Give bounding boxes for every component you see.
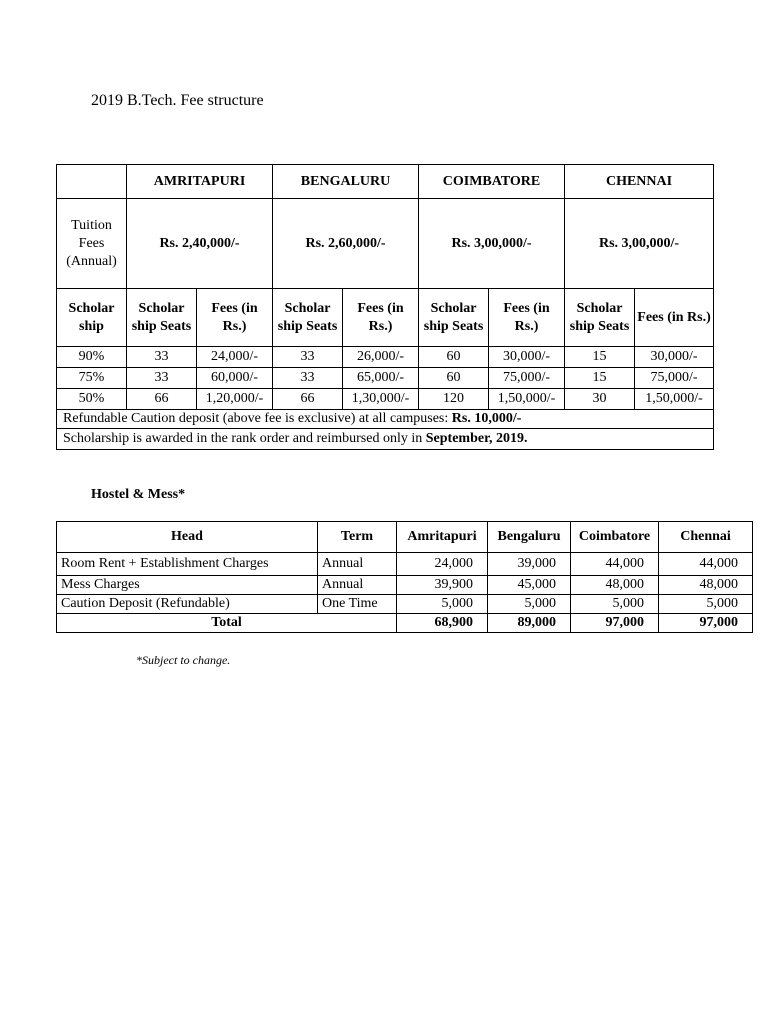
fees-header: Fees (in Rs.) <box>635 289 714 347</box>
campus-header: CHENNAI <box>565 165 714 199</box>
tuition-row <box>57 199 714 289</box>
seats-header: Scholar ship Seats <box>127 289 197 347</box>
seats-cell: 66 <box>273 389 343 410</box>
hostel-heading: Hostel & Mess* <box>91 487 186 502</box>
seats-header: Scholar ship Seats <box>273 289 343 347</box>
seats-cell: 60 <box>419 368 489 389</box>
amount-cell: 5,000 <box>488 595 571 614</box>
amount-cell: 5,000 <box>397 595 488 614</box>
fee-cell: 75,000/- <box>489 368 565 389</box>
caution-note-text: Refundable Caution deposit (above fee is exclusive) at all campuses: <box>63 411 452 426</box>
seats-cell: 66 <box>127 389 197 410</box>
head-cell: Mess Charges <box>57 576 318 595</box>
fees-header: Fees (in Rs.) <box>197 289 273 347</box>
term-cell: Annual <box>318 553 397 576</box>
campus-header: AMRITAPURI <box>127 165 273 199</box>
fee-cell: 24,000/- <box>197 347 273 368</box>
amount-cell: 5,000 <box>659 595 753 614</box>
fee-cell: 65,000/- <box>343 368 419 389</box>
amount-cell: 39,000 <box>488 553 571 576</box>
scholarship-pct: 50% <box>57 389 127 410</box>
table-row <box>57 389 714 410</box>
head-cell: Caution Deposit (Refundable) <box>57 595 318 614</box>
scholarship-pct: 75% <box>57 368 127 389</box>
seats-cell: 60 <box>419 347 489 368</box>
fee-cell: 60,000/- <box>197 368 273 389</box>
fee-cell: 75,000/- <box>635 368 714 389</box>
campus-header-row <box>57 165 714 199</box>
hostel-mess-table <box>56 521 753 633</box>
seats-cell: 33 <box>127 347 197 368</box>
total-cell: 68,900 <box>397 614 488 633</box>
amount-cell: 5,000 <box>571 595 659 614</box>
scholarship-note <box>57 429 714 450</box>
tuition-fee: Rs. 3,00,000/- <box>565 199 714 289</box>
amount-cell: 48,000 <box>571 576 659 595</box>
head-cell: Room Rent + Establishment Charges <box>57 553 318 576</box>
column-header: Chennai <box>659 522 753 553</box>
table-row <box>57 595 753 614</box>
amount-cell: 39,900 <box>397 576 488 595</box>
column-header: Bengaluru <box>488 522 571 553</box>
seats-cell: 33 <box>273 347 343 368</box>
seats-cell: 33 <box>273 368 343 389</box>
tuition-label: Tuition Fees (Annual) <box>57 199 127 289</box>
column-header: Term <box>318 522 397 553</box>
amount-cell: 24,000 <box>397 553 488 576</box>
column-header: Coimbatore <box>571 522 659 553</box>
scholarship-note-row <box>57 429 714 450</box>
fees-header: Fees (in Rs.) <box>343 289 419 347</box>
caution-deposit-row <box>57 410 714 429</box>
fee-cell: 1,50,000/- <box>635 389 714 410</box>
fee-cell: 1,50,000/- <box>489 389 565 410</box>
total-label: Total <box>57 614 397 633</box>
scholarship-header-row <box>57 289 714 347</box>
fee-cell: 26,000/- <box>343 347 419 368</box>
term-cell: One Time <box>318 595 397 614</box>
fee-structure-table <box>56 164 714 450</box>
seats-header: Scholar ship Seats <box>419 289 489 347</box>
tuition-fee: Rs. 2,60,000/- <box>273 199 419 289</box>
scholarship-label: Scholar ship <box>57 289 127 347</box>
campus-header: BENGALURU <box>273 165 419 199</box>
seats-cell: 15 <box>565 368 635 389</box>
seats-cell: 120 <box>419 389 489 410</box>
total-cell: 89,000 <box>488 614 571 633</box>
table-row <box>57 553 753 576</box>
tuition-fee: Rs. 2,40,000/- <box>127 199 273 289</box>
scholarship-pct: 90% <box>57 347 127 368</box>
table-row <box>57 368 714 389</box>
total-row <box>57 614 753 633</box>
table-row <box>57 347 714 368</box>
table-row <box>57 576 753 595</box>
term-cell: Annual <box>318 576 397 595</box>
subject-to-change-note: *Subject to change. <box>136 653 231 667</box>
caution-deposit-note <box>57 410 714 429</box>
seats-cell: 30 <box>565 389 635 410</box>
hostel-table-wrap <box>56 521 753 633</box>
total-cell: 97,000 <box>571 614 659 633</box>
seats-cell: 33 <box>127 368 197 389</box>
seats-cell: 15 <box>565 347 635 368</box>
scholarship-note-text: Scholarship is awarded in the rank order and reimbursed only in <box>63 431 426 446</box>
empty-corner-cell <box>57 165 127 199</box>
seats-header: Scholar ship Seats <box>565 289 635 347</box>
hostel-header-row <box>57 522 753 553</box>
fee-cell: 30,000/- <box>635 347 714 368</box>
amount-cell: 48,000 <box>659 576 753 595</box>
fee-structure-table-wrap <box>56 164 714 450</box>
campus-header: COIMBATORE <box>419 165 565 199</box>
amount-cell: 45,000 <box>488 576 571 595</box>
column-header: Head <box>57 522 318 553</box>
column-header: Amritapuri <box>397 522 488 553</box>
amount-cell: 44,000 <box>571 553 659 576</box>
fee-cell: 1,20,000/- <box>197 389 273 410</box>
page-title: 2019 B.Tech. Fee structure <box>91 92 264 109</box>
caution-amount: Rs. 10,000/- <box>451 411 522 426</box>
tuition-fee: Rs. 3,00,000/- <box>419 199 565 289</box>
scholarship-month: September, 2019. <box>425 431 528 446</box>
fee-cell: 1,30,000/- <box>343 389 419 410</box>
fee-cell: 30,000/- <box>489 347 565 368</box>
total-cell: 97,000 <box>659 614 753 633</box>
amount-cell: 44,000 <box>659 553 753 576</box>
fees-header: Fees (in Rs.) <box>489 289 565 347</box>
